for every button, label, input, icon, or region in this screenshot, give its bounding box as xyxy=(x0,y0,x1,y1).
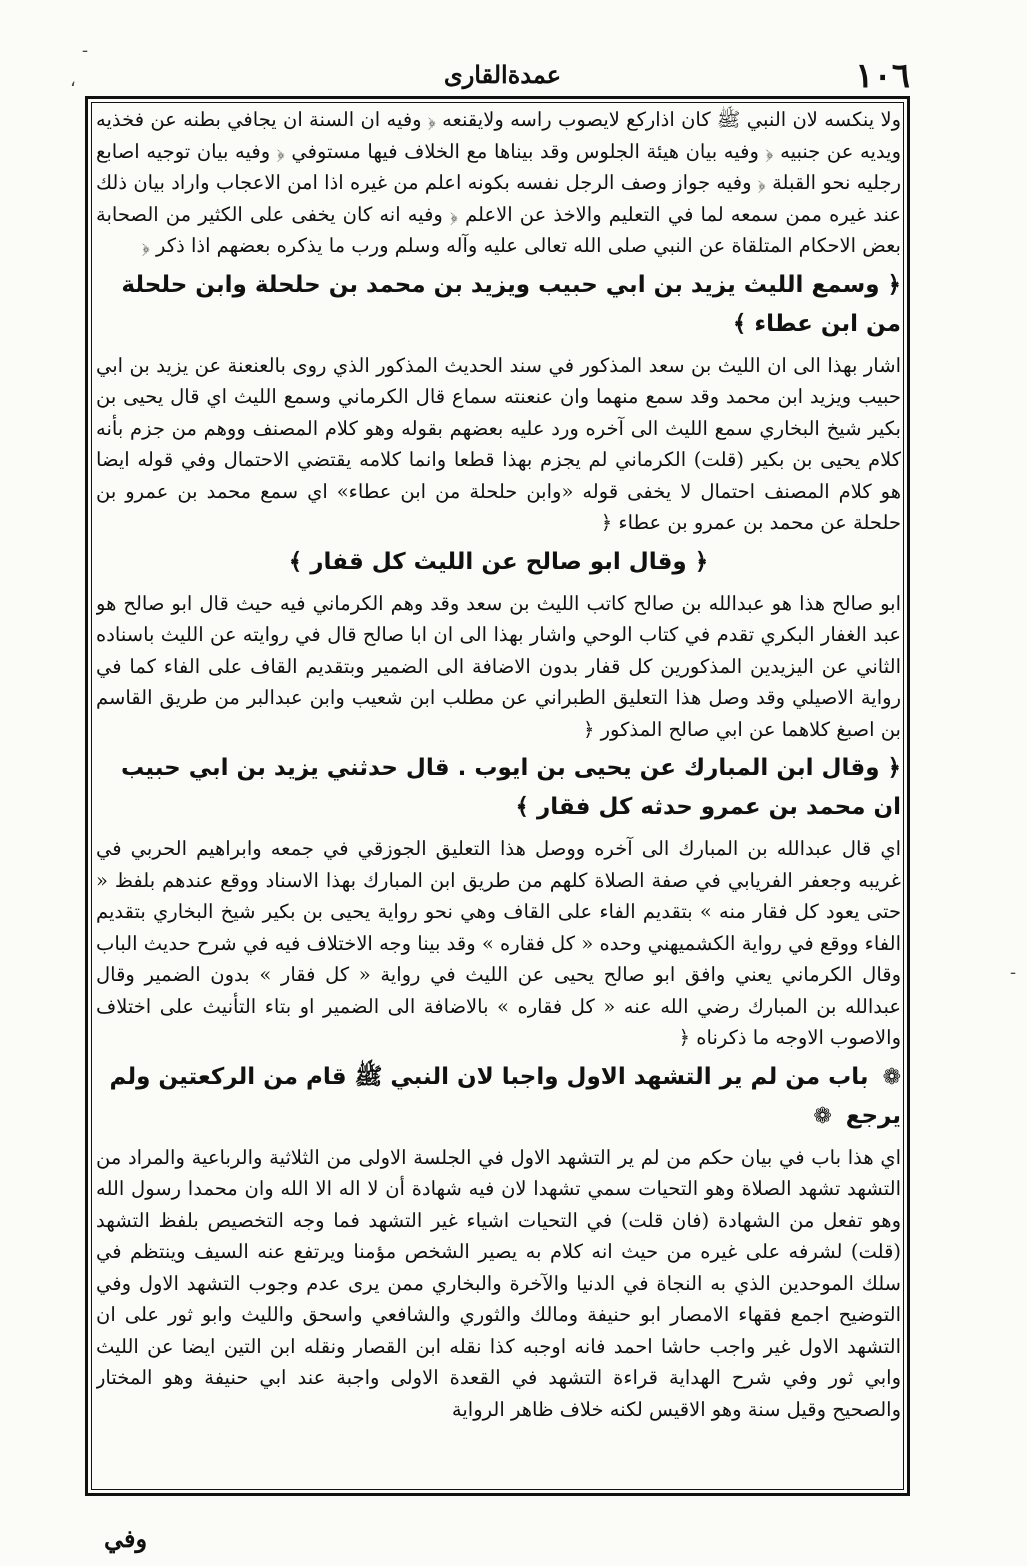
chapter-heading xyxy=(96,1058,901,1136)
commentary-paragraph-2: اشار بهذا الى ان الليث بن سعد المذكور في سند الحديث المذكور الذي روى بالعنعنة عن يزيد بن ابي حبيب ويزيد ابن محمد وقد سمع منهما وان عنعنته سماع قال الكرماني وسمع الليث اي قال يحيى بن بكير شيخ البخاري سمع الليث الى آخره ورد عليه بعضهم بقوله وهو كلام المصنف ووهم من جزم بأنه كلام يحيى بن بكير (قلت) الكرماني لم يجزم بهذا قطعا وانما كلامه يقتضي الاحتمال وفي قوله ايضا هو كلام المصنف احتمال لا يخفى قوله «وابن حلحلة من ابن عطاء» اي سمع محمد بن عمرو بن حلحلة عن محمد بن عمرو بن عطاء ﴿ xyxy=(96,353,901,534)
heading-bracket-open: ﴿ xyxy=(887,271,901,298)
heading-bracket-open: ﴿ xyxy=(694,548,709,575)
hadith-heading-3-text: وقال ابن المبارك عن يحيى بن ايوب . قال حدثني يزيد بن ابي حبيب ان محمد بن عمرو حدثه كل فقار xyxy=(121,755,901,820)
chapter-heading-text: باب من لم ير التشهد الاول واجبا لان النبي ﷺ قام من الركعتين ولم يرجع xyxy=(109,1063,901,1129)
page-header xyxy=(95,56,910,96)
scan-speck-mark: ، xyxy=(70,70,76,91)
heading-bracket-close: ﴾ xyxy=(515,794,529,820)
commentary-paragraph-3: ابو صالح هذا هو عبدالله بن صالح كاتب الليث بن سعد وقد وهم الكرماني فيه حيث قال ابو صالح هو عبد الغفار البكري تقدم في كتاب الوحي واشار بهذا الى ان ابا صالح قال في روايته عن الليث باسناده الثاني عن اليزيدين المذكورين كل قفار بدون الاضافة الى الضمير وبتقديم القاف على الفاء كما في رواية الاصيلي وقد وصل هذا التعليق الطبراني عن مطلب ابن شعيب وابن عبدالبر من طريق القاسم بن اصبغ كلاهما عن ابي صالح المذكور ﴿ xyxy=(96,591,901,741)
main-text xyxy=(96,104,901,1489)
commentary-paragraph-5: اي هذا باب في بيان حكم من لم ير التشهد الاول في الجلسة الاولى من الثلاثية والرباعية والمراد من التشهد تشهد الصلاة وهو التحيات سمي تشهدا لان فيه شهادة أن لا اله الا الله وان محمدا رسول الله وهو تفعل من الشهادة (فان قلت) في التحيات اشياء غير التشهد فما وجه التخصيص بلفظ التشهد (قلت) لشرفه على غيره من حيث انه كلام به يصير الشخص مؤمنا ويرتفع عنه السيف وينتظم في سلك الموحدين الذي به النجاة في الدنيا والآخرة والبخاري ممن يرى عدم وجوب التشهد الاول وفي التوضيح اجمع فقهاء الامصار ابو حنيفة ومالك والثوري والشافعي واسحق والليث وابو ثور على ان التشهد الاول غير واجب حاشا احمد فانه اوجبه كذا نقله ابن القصار ونقله ابن التين ايضا عن الليث وابي ثور وفي شرح الهداية قراءة التشهد في القعدة الاولى واجبة عند ابي حنيفة وهو المختار والصحيح وقيل سنة وهو الاقيس لكنه خلاف ظاهر الرواية xyxy=(96,1145,901,1421)
scan-speck-mark: - xyxy=(1010,962,1017,983)
running-title: عمدةالقاری xyxy=(443,60,562,89)
heading-bracket-close: ﴾ xyxy=(288,548,303,575)
commentary-paragraph-4: اي قال عبدالله بن المبارك الى آخره ووصل هذا التعليق الجوزقي في جمعه وابراهيم الحربي في غريبه وجعفر الفريابي في صفة الصلاة كلهم من طريق ابن المبارك بهذا الاسناد ووقع عندهم بلفظ « حتى يعود كل فقار منه » بتقديم الفاء على القاف وهي نحو رواية يحيى بن بكير شيخ البخاري بتقديم الفاء ووقع في رواية الكشميهني وحده « كل فقاره » وقد بينا وجه الاختلاف فيه في شرح حديث الباب وقال الكرماني يعني وافق ابو صالح يحيى عن الليث في رواية « كل فقار » بدون الضمير وقال عبدالله بن المبارك رضي الله عنه « كل فقاره » بالاضافة الى الضمير او بتاء التأنيث على اختلاف والاصوب الاوجه ما ذكرناه ﴿ xyxy=(96,837,901,1049)
page-number: ١٠٦ xyxy=(855,56,910,96)
hadith-heading-2-text: وقال ابو صالح عن الليث كل قفار xyxy=(310,548,687,575)
heading-bracket-open: ﴿ xyxy=(887,755,901,781)
scan-speck-mark: - xyxy=(82,40,89,61)
ornament-icon: ❁ xyxy=(813,1103,832,1129)
ornament-icon: ❁ xyxy=(882,1064,901,1090)
hadith-heading-3 xyxy=(96,749,901,827)
commentary-paragraph-1: ولا ينكسه لان النبي ﷺ كان اذاركع لايصوب راسه ولايقنعه ﴿ وفيه ان السنة ان يجافي بطنه عن فخذيه ويديه عن جنبيه ﴿ وفيه بيان هيئة الجلوس وقد بيناها مع الخلاف فيها مستوفي ﴿ وفيه بيان توجيه اصابع رجليه نحو القبلة ﴿ وفيه جواز وصف الرجل نفسه بكونه اعلم من غيره اذا امن الاعجاب واراد بيان ذلك عند غيره ممن سمعه لما في التعليم والاخذ عن الاعلم ﴿ وفيه انه كان يخفى على الكثير من الصحابة بعض الاحكام المتلقاة عن النبي صلى الله تعالى عليه وآله وسلم ورب ما يذكره بعضهم اذا ذكر ﴿ xyxy=(96,108,901,257)
hadith-heading-1 xyxy=(96,266,901,344)
heading-bracket-close: ﴾ xyxy=(732,310,747,337)
catchword: وفي xyxy=(104,1524,148,1553)
hadith-heading-2 xyxy=(96,543,901,582)
hadith-heading-1-text: وسمع الليث يزيد بن ابي حبيب ويزيد بن محمد بن حلحلة وابن حلحلة من ابن عطاء xyxy=(121,271,901,337)
